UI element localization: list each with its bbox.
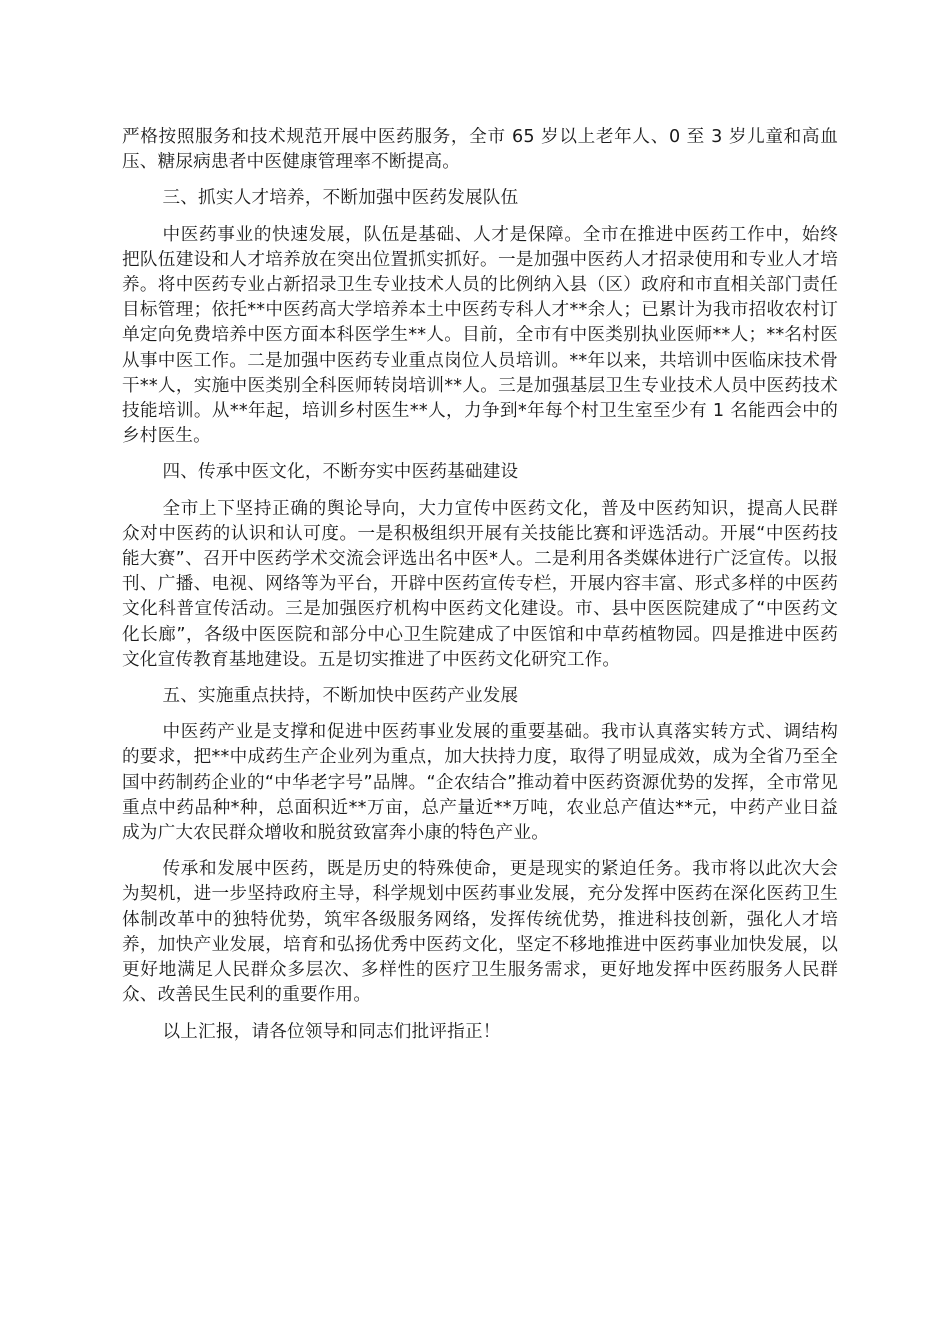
- paragraph-talent-training: 中医药事业的快速发展，队伍是基础、人才是保障。全市在推进中医药工作中，始终把队伍建设和人才培养放在突出位置抓实抓好。一是加强中医药人才招录使用和专业人才培养。将中医药专业占新招录卫生专业技术人员的比例纳入县（区）政府和市直相关部门责任目标管理；依托**中医药高大学培养本土中医药专科人才**余人；已累计为我市招收农村订单定向免费培养中医方面本科医学生**人。目前，全市有中医类别执业医师**人；**名村医从事中医工作。二是加强中医药专业重点岗位人员培训。**年以来，共培训中医临床技术骨干**人，实施中医类别全科医师转岗培训**人。三是加强基层卫生专业技术人员中医药技术技能培训。从**年起，培训乡村医生**人，力争到*年每个村卫生室至少有 1 名能西会中的乡村医生。: [122, 224, 838, 447]
- document-page: [122, 125, 838, 1056]
- section-heading-5: 五、实施重点扶持，不断加快中医药产业发展: [162, 686, 519, 707]
- paragraph-culture: 全市上下坚持正确的舆论导向，大力宣传中医药文化，普及中医药知识，提高人民群众对中医药的认识和认可度。一是积极组织开展有关技能比赛和评选活动。开展“中医药技能大赛”、召开中医药学术交流会评选出名中医*人。二是利用各类媒体进行广泛宣传。以报刊、广播、电视、网络等为平台，开辟中医药宣传专栏，开展内容丰富、形式多样的中医药文化科普宣传活动。三是加强医疗机构中医药文化建设。市、县中医医院建成了“中医药文化长廊”，各级中医医院和部分中心卫生院建成了中医馆和中草药植物园。四是推进中医药文化宣传教育基地建设。五是切实推进了中医药文化研究工作。: [122, 498, 838, 670]
- paragraph-continuation: 严格按照服务和技术规范开展中医药服务，全市 65 岁以上老年人、0 至 3 岁儿童和高血压、糖尿病患者中医健康管理率不断提高。: [122, 127, 838, 173]
- paragraph-conclusion: 传承和发展中医药，既是历史的特殊使命，更是现实的紧迫任务。我市将以此次大会为契机，进一步坚持政府主导，科学规划中医药事业发展，充分发挥中医药在深化医药卫生体制改革中的独特优势，筑牢各级服务网络，发挥传统优势，推进科技创新，强化人才培养，加快产业发展，培育和弘扬优秀中医药文化，坚定不移地推进中医药事业加快发展，以更好地满足人民群众多层次、多样性的医疗卫生服务需求，更好地发挥中医药服务人民群众、改善民生民利的重要作用。: [122, 859, 838, 1006]
- section-heading-4: 四、传承中医文化，不断夯实中医药基础建设: [162, 462, 519, 483]
- section-heading-3: 三、抓实人才培养，不断加强中医药发展队伍: [162, 188, 519, 209]
- paragraph-closing: 以上汇报，请各位领导和同志们批评指正！: [162, 1021, 501, 1042]
- paragraph-industry: 中医药产业是支撑和促进中医药事业发展的重要基础。我市认真落实转方式、调结构的要求，把**中成药生产企业列为重点，加大扶持力度，取得了明显成效，成为全省乃至全国中药制药企业的“中华老字号”品牌。“企农结合”推动着中医药资源优势的发挥，全市常见重点中药品种*种，总面积近**万亩，总产量近**万吨，农业总产值达**元，中药产业日益成为广大农民群众增收和脱贫致富奔小康的特色产业。: [122, 722, 838, 844]
